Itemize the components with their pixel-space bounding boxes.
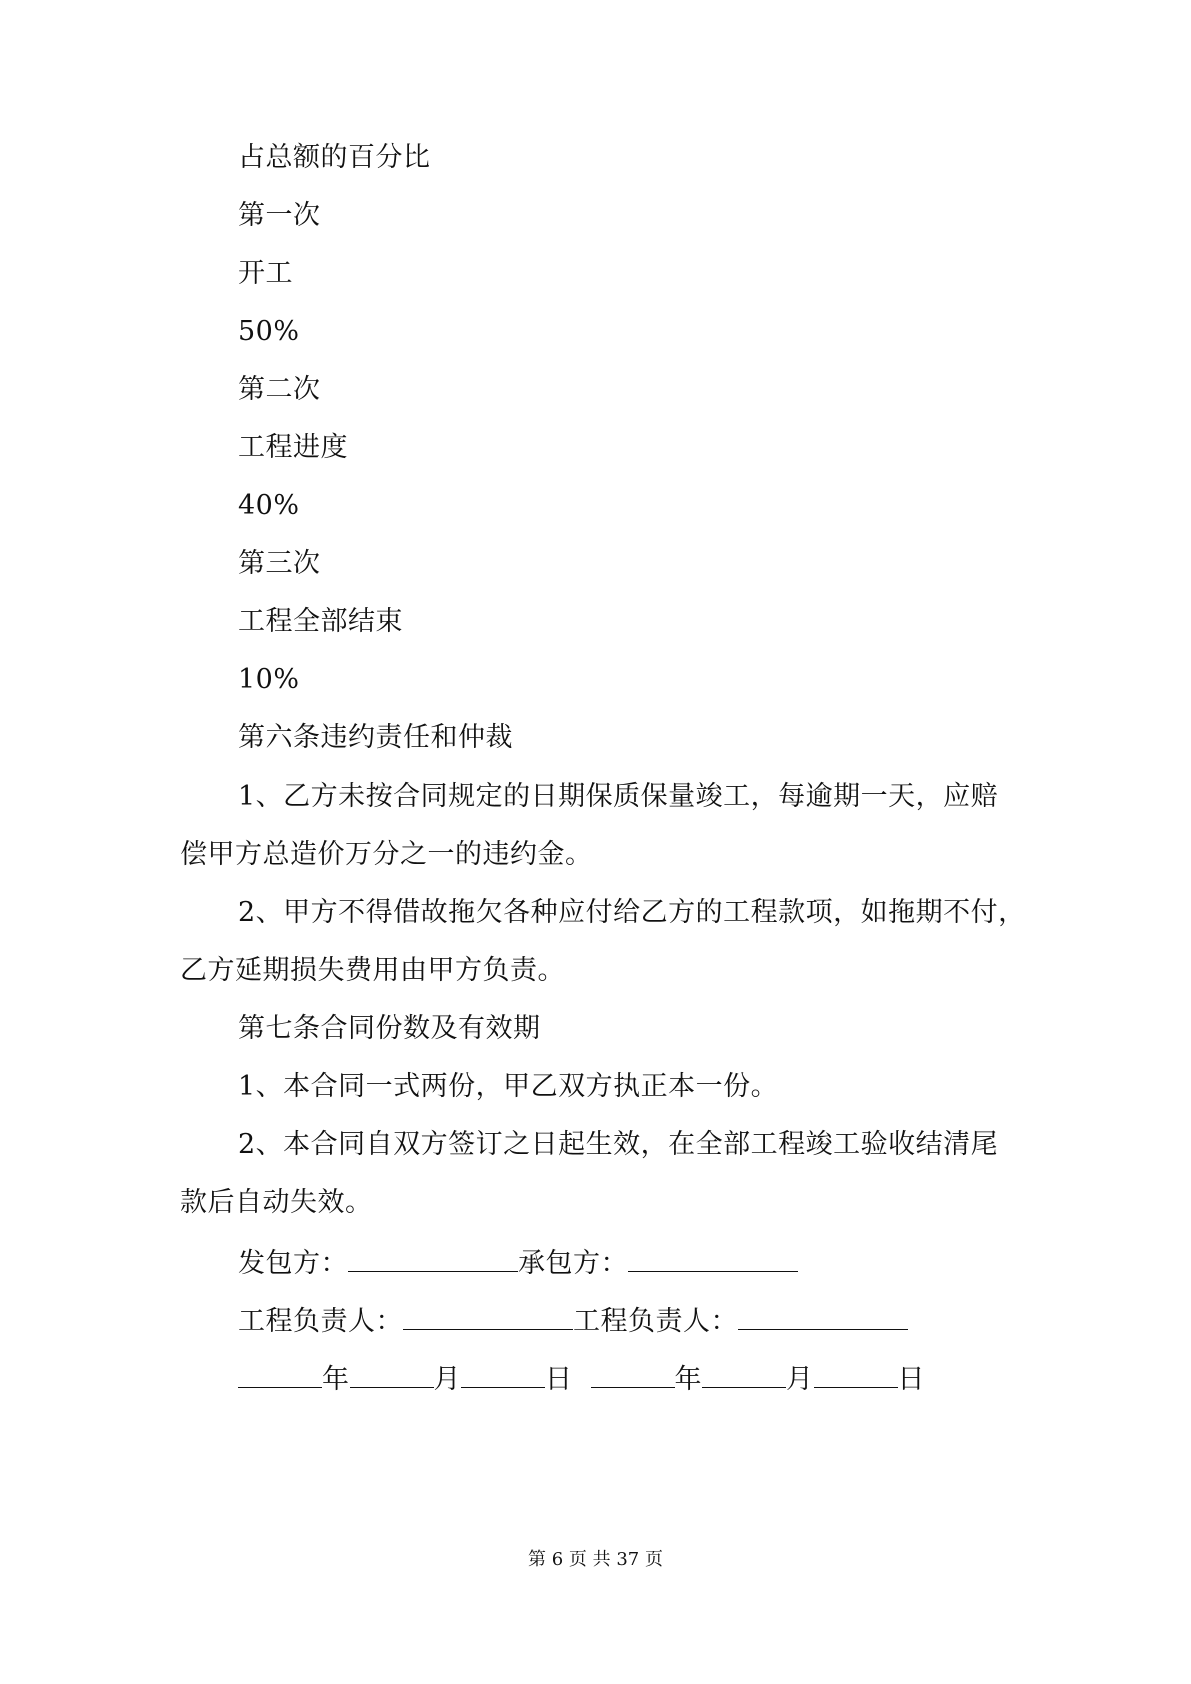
article-6-clause-2-line-2: 乙方延期损失费用由甲方负责。 bbox=[180, 955, 565, 986]
employer-label: 发包方： bbox=[238, 1248, 348, 1279]
contractor-manager-label: 工程负责人： bbox=[573, 1306, 738, 1337]
employer-day-label: 日 bbox=[545, 1364, 573, 1395]
table-item-start-work: 开工 bbox=[238, 258, 293, 289]
table-item-percent-10: 10% bbox=[238, 664, 300, 695]
table-item-percent-40: 40% bbox=[238, 490, 300, 521]
article-7-clause-2-line-2: 款后自动失效。 bbox=[180, 1187, 373, 1218]
employer-month-label: 月 bbox=[433, 1364, 461, 1395]
contractor-day-label: 日 bbox=[897, 1364, 925, 1395]
employer-manager-label: 工程负责人： bbox=[238, 1306, 403, 1337]
article-6-heading: 第六条违约责任和仲裁 bbox=[238, 722, 513, 753]
contractor-month-label: 月 bbox=[786, 1364, 814, 1395]
article-6-clause-2-line-1: 2、甲方不得借故拖欠各种应付给乙方的工程款项，如拖期不付， bbox=[238, 897, 1026, 928]
employer-day-blank bbox=[461, 1361, 545, 1388]
signature-parties-row bbox=[238, 1245, 798, 1281]
table-item-first-installment: 第一次 bbox=[238, 200, 321, 231]
contractor-year-label: 年 bbox=[674, 1364, 702, 1395]
article-7-heading: 第七条合同份数及有效期 bbox=[238, 1013, 541, 1044]
page-number-footer: 第 6 页 共 37 页 bbox=[528, 1549, 663, 1570]
table-item-percentage-header: 占总额的百分比 bbox=[238, 142, 431, 173]
contractor-day-blank bbox=[814, 1361, 898, 1388]
employer-signature-blank bbox=[348, 1245, 518, 1272]
table-item-completion: 工程全部结束 bbox=[238, 606, 403, 637]
employer-month-blank bbox=[350, 1361, 434, 1388]
table-item-percent-50: 50% bbox=[238, 316, 300, 347]
employer-manager-blank bbox=[403, 1303, 573, 1330]
signature-managers-row bbox=[238, 1303, 908, 1339]
table-item-progress: 工程进度 bbox=[238, 432, 348, 463]
signature-dates-row bbox=[238, 1361, 925, 1397]
employer-year-blank bbox=[238, 1361, 322, 1388]
employer-year-label: 年 bbox=[322, 1364, 350, 1395]
table-item-third-installment: 第三次 bbox=[238, 548, 321, 579]
article-7-clause-1: 1、本合同一式两份，甲乙双方执正本一份。 bbox=[238, 1071, 779, 1102]
table-item-second-installment: 第二次 bbox=[238, 374, 321, 405]
contractor-manager-blank bbox=[738, 1303, 908, 1330]
article-7-clause-2-line-1: 2、本合同自双方签订之日起生效，在全部工程竣工验收结清尾 bbox=[238, 1129, 999, 1160]
contractor-signature-blank bbox=[628, 1245, 798, 1272]
article-6-clause-1-line-1: 1、乙方未按合同规定的日期保质保量竣工，每逾期一天，应赔 bbox=[238, 781, 999, 812]
contractor-month-blank bbox=[702, 1361, 786, 1388]
article-6-clause-1-line-2: 偿甲方总造价万分之一的违约金。 bbox=[180, 839, 593, 870]
contractor-year-blank bbox=[591, 1361, 675, 1388]
contractor-label: 承包方： bbox=[518, 1248, 628, 1279]
